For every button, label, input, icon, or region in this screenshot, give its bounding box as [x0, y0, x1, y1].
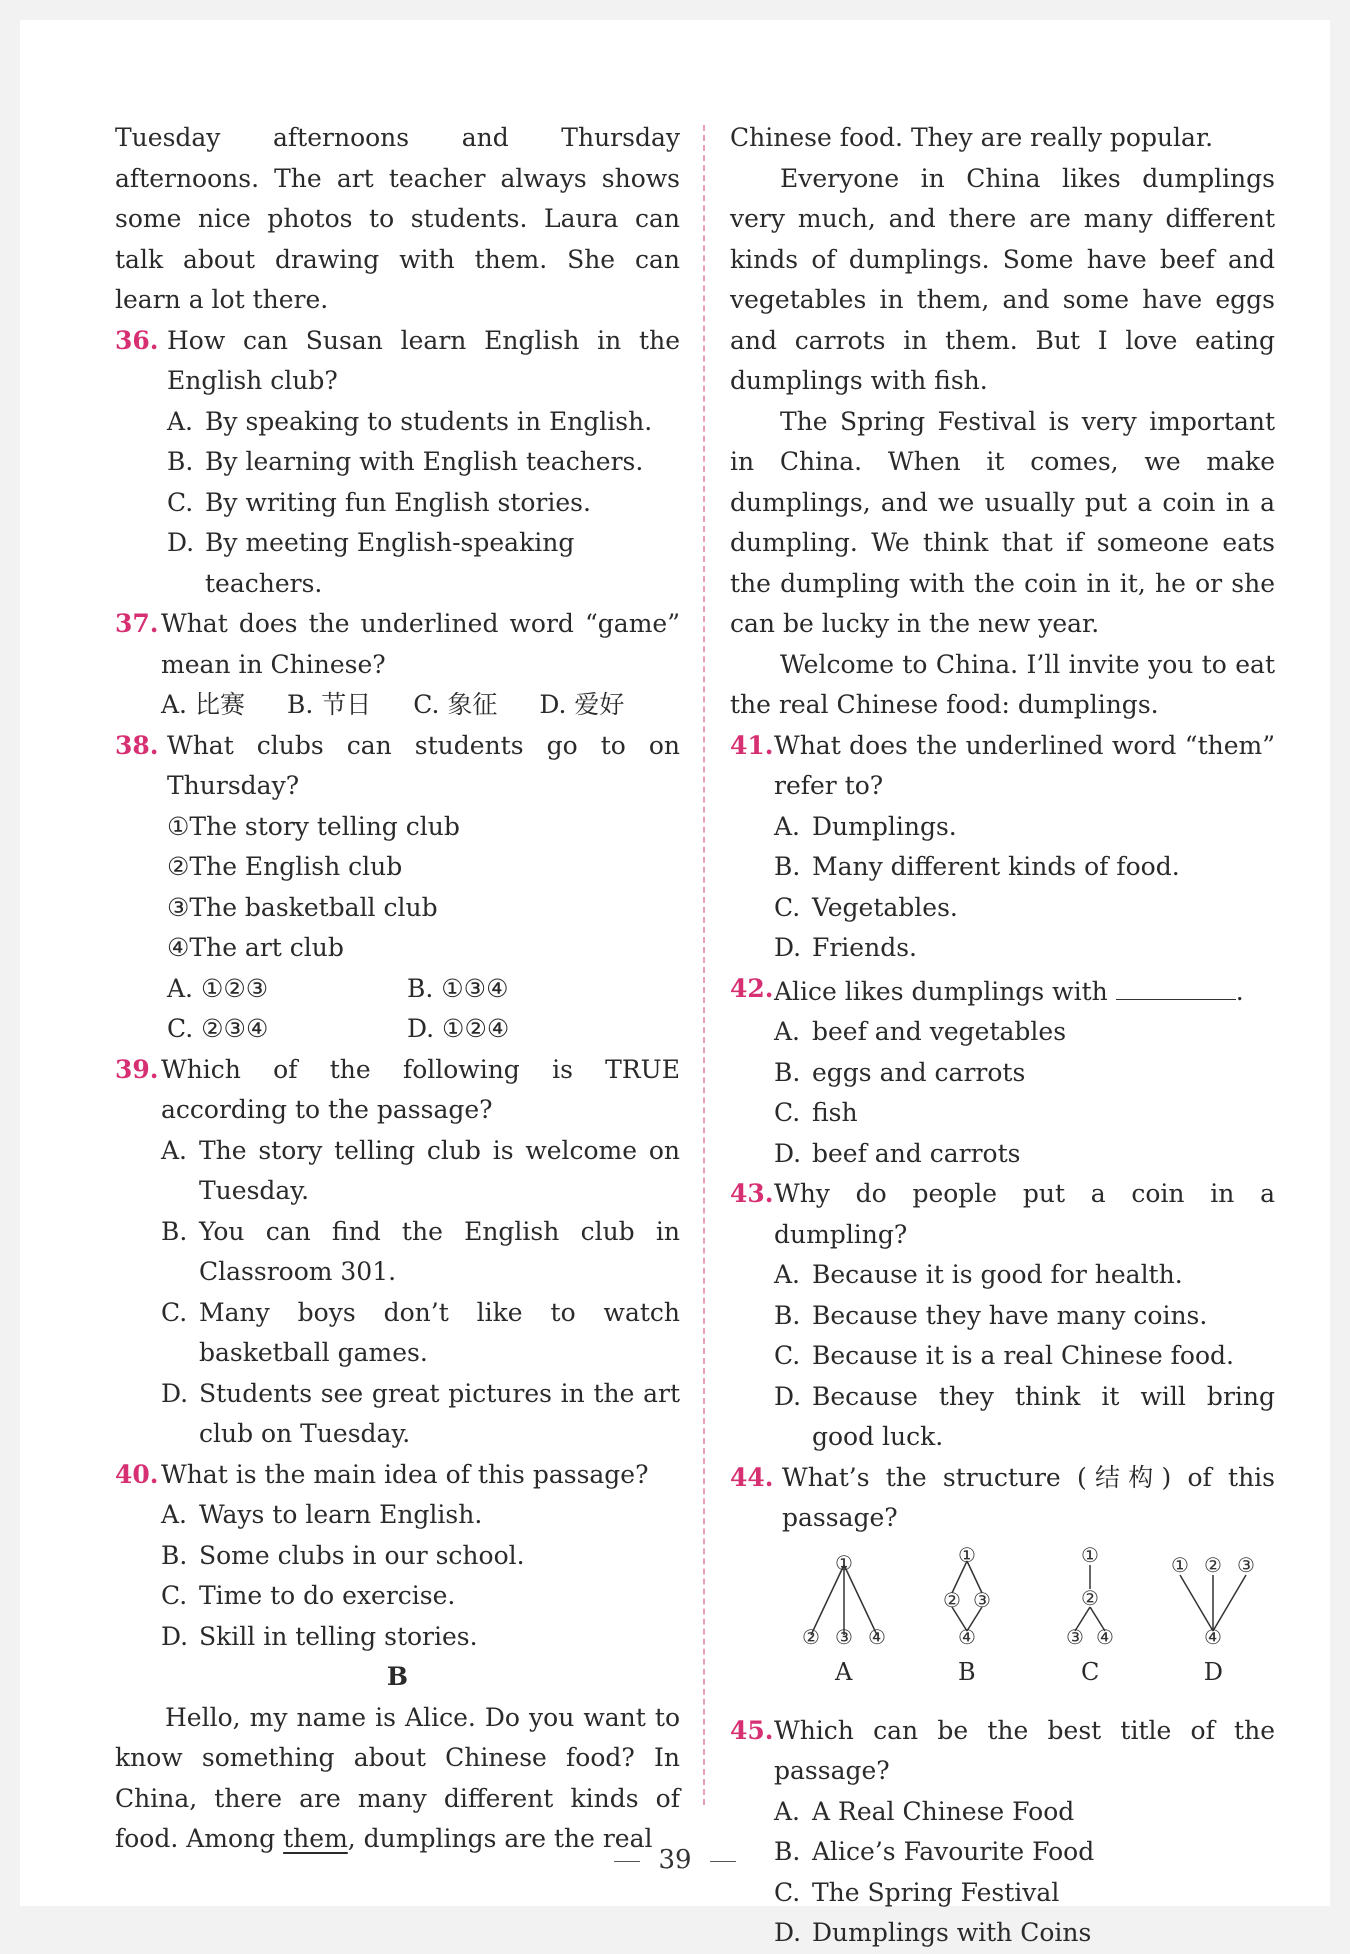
- option-a[interactable]: A. 比赛: [161, 690, 245, 719]
- option-b[interactable]: B. Because they have many coins.: [774, 1300, 1208, 1330]
- question-text: What’s the structure (结构) of this passage?: [782, 1462, 1275, 1532]
- option-a[interactable]: A. Ways to learn English.: [161, 1500, 483, 1529]
- question-45: [730, 1711, 1275, 1792]
- node: ③: [834, 1624, 853, 1649]
- passage-b-p4: Welcome to China. I’ll invite you to eat the real Chinese food: dumplings.: [730, 649, 1275, 719]
- option-a[interactable]: A. A Real Chinese Food: [774, 1796, 1075, 1826]
- diagram-d-graph: [1158, 1547, 1268, 1657]
- option-c[interactable]: C. Because it is a real Chinese food.: [774, 1341, 1234, 1370]
- node: ①: [834, 1550, 853, 1575]
- question-number: 38.: [115, 730, 159, 760]
- option-c[interactable]: C. 象征: [413, 690, 498, 719]
- question-text: What is the main idea of this passage?: [161, 1459, 649, 1489]
- answer-blank[interactable]: [1116, 969, 1236, 1000]
- passage-b-p2: Everyone in China likes dumplings very much, and there are many different kinds of dumplings. Some have beef and vegetables in them, and some have eggs and carrots in them. But I love eating dumplings with fish.: [730, 163, 1275, 395]
- options-40: [161, 1495, 680, 1657]
- node: ①: [1081, 1546, 1100, 1567]
- diagram-b-graph: [912, 1547, 1022, 1657]
- node: ③: [1237, 1552, 1256, 1577]
- list-item: ①The story telling club: [167, 811, 460, 841]
- question-number: 45.: [730, 1715, 774, 1745]
- option-a[interactable]: A. Dumplings.: [774, 811, 957, 841]
- options-39: [161, 1131, 680, 1455]
- question-39: [115, 1050, 680, 1131]
- option-b[interactable]: B. Some clubs in our school.: [161, 1540, 525, 1570]
- option-d[interactable]: D. By meeting English-speaking teachers.: [167, 528, 575, 598]
- option-d[interactable]: D. beef and carrots: [774, 1138, 1021, 1168]
- option-c[interactable]: C. fish: [774, 1098, 858, 1127]
- diagram-label: D: [1203, 1657, 1223, 1686]
- underlined-word: them: [283, 1824, 348, 1853]
- question-text: How can Susan learn English in the English club?: [167, 325, 680, 395]
- right-column: [730, 118, 1275, 1954]
- question-37: [115, 604, 680, 685]
- question-41: [730, 726, 1275, 807]
- diagram-b[interactable]: [905, 1547, 1028, 1697]
- footer-dash: [614, 1861, 640, 1862]
- option-c[interactable]: C. By writing fun English stories.: [167, 487, 591, 517]
- list-item: ②The English club: [167, 852, 403, 881]
- node: ①: [1171, 1552, 1190, 1577]
- option-b[interactable]: B. 节日: [286, 690, 372, 719]
- option-d[interactable]: D. Dumplings with Coins: [774, 1918, 1092, 1947]
- option-b[interactable]: B. You can find the English club in Classroom 301.: [161, 1216, 680, 1286]
- list-item: ④The art club: [167, 933, 344, 962]
- options-43: [774, 1255, 1275, 1458]
- options-38-row2: [167, 1009, 680, 1050]
- question-text: Which can be the best title of the passage?: [774, 1715, 1275, 1785]
- options-36: [167, 402, 680, 605]
- options-37: [161, 685, 680, 726]
- question-text: Why do people put a coin in a dumpling?: [774, 1179, 1275, 1249]
- left-column: [115, 118, 680, 1860]
- question-36: [115, 321, 680, 402]
- option-a[interactable]: A. By speaking to students in English.: [167, 406, 653, 436]
- passage-b-start: Hello, my name is Alice. Do you want to know something about Chinese food? In China, there are many different kinds of food. Among them, dumplings are the real: [115, 1702, 680, 1853]
- question-text: Alice likes dumplings with .: [774, 969, 1275, 1013]
- question-number: 36.: [115, 325, 159, 355]
- question-number: 39.: [115, 1054, 159, 1084]
- option-d[interactable]: D. Students see great pictures in the art club on Tuesday.: [161, 1378, 680, 1448]
- diagram-label: A: [834, 1657, 853, 1686]
- question-43: [730, 1174, 1275, 1255]
- question-44: [730, 1458, 1275, 1539]
- option-a[interactable]: A. beef and vegetables: [774, 1017, 1067, 1046]
- option-d[interactable]: D. ①②④: [407, 1014, 510, 1043]
- question-number: 42.: [730, 973, 774, 1003]
- option-c[interactable]: C. The Spring Festival: [774, 1877, 1060, 1907]
- option-a[interactable]: A. ①②③: [167, 973, 269, 1003]
- node: ②: [1081, 1585, 1100, 1610]
- diagram-d[interactable]: [1152, 1547, 1275, 1697]
- option-d[interactable]: D. Because they think it will bring good luck.: [774, 1381, 1275, 1451]
- option-d[interactable]: D. Skill in telling stories.: [161, 1621, 478, 1651]
- section-heading: B: [386, 1662, 409, 1691]
- option-d[interactable]: D. 爱好: [539, 690, 625, 719]
- question-text: What clubs can students go to on Thursday?: [167, 730, 680, 800]
- node: ①: [957, 1546, 976, 1567]
- question-number: 41.: [730, 730, 774, 760]
- option-b[interactable]: B. Alice’s Favourite Food: [774, 1837, 1095, 1866]
- passage-b-p1: Chinese food. They are really popular.: [730, 123, 1214, 152]
- option-b[interactable]: B. eggs and carrots: [774, 1057, 1026, 1087]
- options-38-row1: [167, 969, 680, 1010]
- node: ③: [972, 1587, 991, 1612]
- diagram-a[interactable]: [782, 1547, 905, 1697]
- options-42: [774, 1012, 1275, 1174]
- question-number: 37.: [115, 609, 159, 638]
- option-d[interactable]: D. Friends.: [774, 933, 917, 962]
- option-c[interactable]: C. Many boys don’t like to watch basketball games.: [161, 1297, 680, 1367]
- node: ④: [1096, 1624, 1115, 1649]
- option-c[interactable]: C. ②③④: [167, 1014, 269, 1043]
- node: ④: [957, 1624, 976, 1649]
- column-divider: [703, 125, 705, 1805]
- footer-dash: [710, 1861, 736, 1862]
- question-42: [730, 969, 1275, 1013]
- option-a[interactable]: A. Because it is good for health.: [774, 1260, 1183, 1289]
- list-item: ③The basketball club: [167, 892, 438, 922]
- option-c[interactable]: C. Time to do exercise.: [161, 1581, 456, 1610]
- page-number: 39: [658, 1845, 692, 1875]
- question-40: [115, 1455, 680, 1496]
- question-number: 43.: [730, 1179, 774, 1208]
- page-footer: [0, 1845, 1350, 1875]
- diagram-label: B: [958, 1657, 976, 1686]
- question-38: [115, 726, 680, 807]
- question-text: What does the underlined word “game” mean in Chinese?: [161, 609, 680, 679]
- node: ②: [801, 1624, 820, 1649]
- options-41: [774, 807, 1275, 969]
- node: ③: [1066, 1624, 1085, 1649]
- diagram-label: C: [1080, 1657, 1100, 1686]
- node: ②: [942, 1587, 961, 1612]
- node: ④: [1204, 1624, 1223, 1649]
- option-b[interactable]: B. Many different kinds of food.: [774, 852, 1180, 881]
- question-number: 44.: [730, 1462, 774, 1492]
- diagram-a-graph: [789, 1547, 899, 1657]
- question-number: 40.: [115, 1459, 159, 1489]
- option-a[interactable]: A. The story telling club is welcome on Tuesday.: [161, 1135, 680, 1205]
- question-text: What does the underlined word “them” refer to?: [774, 730, 1275, 800]
- items-38: [167, 807, 680, 1050]
- diagram-c[interactable]: [1029, 1547, 1152, 1697]
- structure-diagrams: [782, 1547, 1275, 1697]
- option-b[interactable]: B. By learning with English teachers.: [167, 447, 644, 476]
- option-b[interactable]: B. ①③④: [407, 973, 509, 1003]
- diagram-c-graph: [1035, 1547, 1145, 1657]
- node: ②: [1204, 1552, 1223, 1577]
- node: ④: [867, 1624, 886, 1649]
- option-c[interactable]: C. Vegetables.: [774, 892, 958, 922]
- passage-b-p3: The Spring Festival is very important in China. When it comes, we make dumplings, and we usually put a coin in a dumpling. We think that if someone eats the dumpling with the coin in it, he or she can be lucky in the new year.: [730, 406, 1275, 638]
- passage-a-ending: Tuesday afternoons and Thursday afternoons. The art teacher always shows some nice photos to students. Laura can talk about drawing with them. She can learn a lot there.: [115, 123, 680, 314]
- question-text: Which of the following is TRUE according to the passage?: [161, 1054, 680, 1124]
